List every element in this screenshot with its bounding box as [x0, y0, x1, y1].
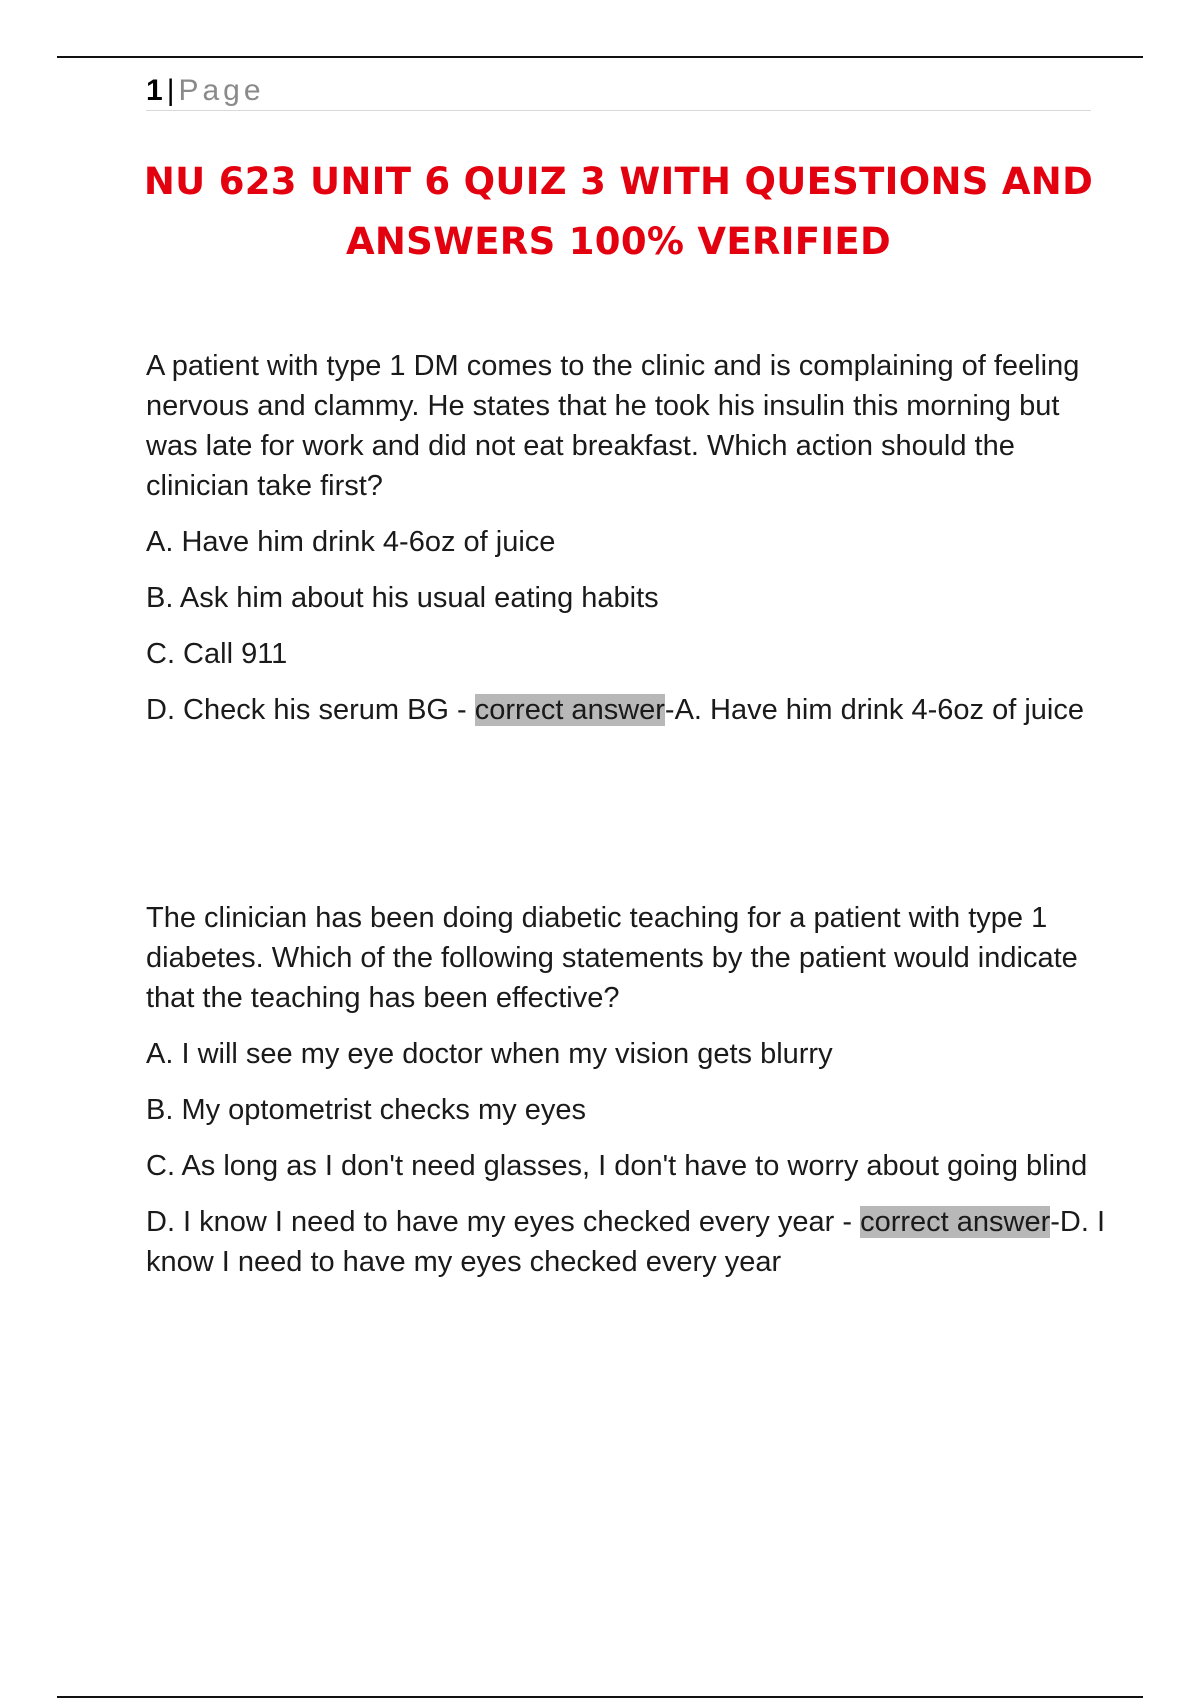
correct-answer-marker: correct answer: [474, 694, 665, 726]
bottom-rule: [57, 1696, 1143, 1698]
page-number: 1: [146, 74, 163, 107]
question-stem: A patient with type 1 DM comes to the clinic and is complaining of feeling nervous and clammy. He states that he took his insulin this morning but was late for work and did not eat breakfast. Which action should the clinician take first?: [146, 350, 1080, 502]
correct-answer-text: -A. Have him drink 4-6oz of juice: [664, 694, 1084, 726]
answer-option-d: [146, 690, 1106, 730]
page-header: [146, 72, 1091, 111]
top-rule: [57, 56, 1143, 58]
answer-option-b: B. Ask him about his usual eating habits: [146, 582, 659, 614]
answer-option-c: C. As long as I don't need glasses, I don't have to worry about going blind: [146, 1150, 1088, 1182]
question-stem: The clinician has been doing diabetic teaching for a patient with type 1 diabetes. Which of the following statements by the patient would indicate that the teaching has been effective?: [146, 902, 1078, 1014]
question-block: [146, 346, 1106, 730]
answer-option-b: B. My optometrist checks my eyes: [146, 1094, 586, 1126]
answer-option-a: A. I will see my eye doctor when my vision gets blurry: [146, 1038, 833, 1070]
answer-option-d: [146, 1202, 1106, 1282]
correct-answer-text: -D. I know I need to have my eyes checked every year: [146, 1206, 1106, 1278]
document-title: NU 623 UNIT 6 QUIZ 3 WITH QUESTIONS AND ANSWERS 100% VERIFIED: [143, 160, 1094, 263]
correct-answer-marker: correct answer: [860, 1206, 1051, 1238]
answer-option-c: C. Call 911: [146, 638, 288, 670]
option-d-text: D. Check his serum BG -: [146, 694, 475, 726]
page-separator: |: [166, 74, 175, 107]
option-d-text: D. I know I need to have my eyes checked every year -: [146, 1206, 861, 1238]
page-label: Page: [178, 74, 265, 107]
question-block: [146, 898, 1106, 1282]
answer-option-a: A. Have him drink 4-6oz of juice: [146, 526, 556, 558]
